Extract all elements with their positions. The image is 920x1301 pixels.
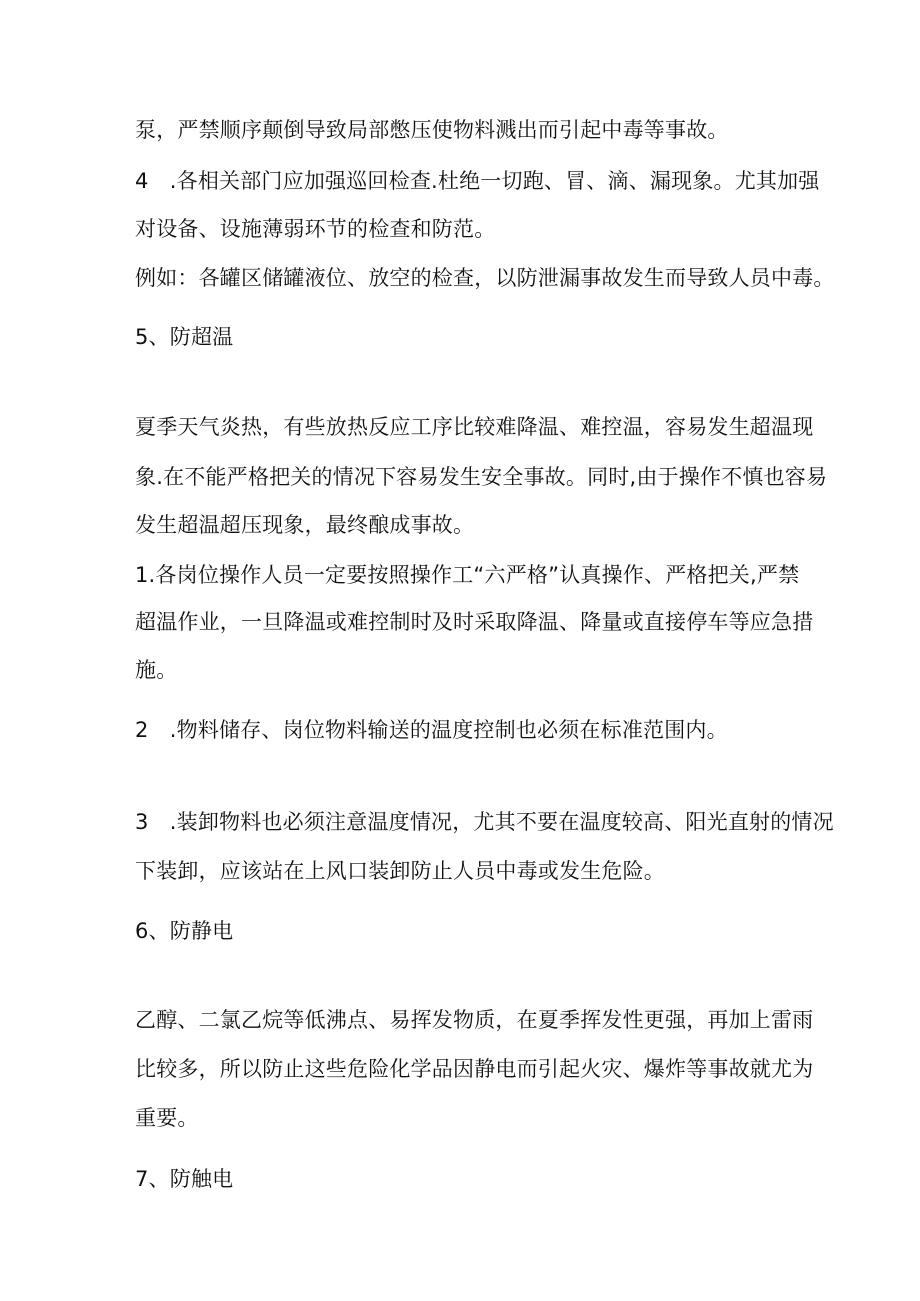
paragraph-line: 夏季天气炎热，有些放热反应工序比较难降温、难控温，容易发生超温现 — [135, 415, 814, 439]
paragraph-line: 超温作业，一旦降温或难控制时及时采取降温、降量或直接停车等应急措 — [135, 610, 814, 634]
paragraph-line: 乙醇、二氯乙烷等低沸点、易挥发物质，在夏季挥发性更强，再加上雷雨 — [135, 1008, 814, 1032]
section-heading: 5、防超温 — [135, 325, 234, 349]
paragraph-line: 例如：各罐区储罐液位、放空的检查，以防泄漏事故发生而导致人员中毒。 — [135, 266, 835, 290]
paragraph-line: 发生超温超压现象，最终酿成事故。 — [135, 513, 475, 537]
section-heading: 6、防静电 — [135, 919, 234, 943]
paragraph-line: 比较多，所以防止这些危险化学品因静电而引起火灾、爆炸等事故就尤为 — [135, 1057, 814, 1081]
paragraph-line: 下装卸，应该站在上风口装卸防止人员中毒或发生危险。 — [135, 859, 665, 883]
paragraph-line: 对设备、设施薄弱环节的检查和防范。 — [135, 217, 496, 241]
paragraph-line: 施。 — [135, 658, 178, 682]
paragraph-line: 2 .物料储存、岗位物料输送的温度控制也必须在标准范围内。 — [135, 718, 728, 742]
paragraph-line: 重要。 — [135, 1106, 199, 1130]
paragraph-line: 3 .装卸物料也必须注意温度情况，尤其不要在温度较高、阳光直射的情况 — [135, 810, 834, 834]
paragraph-line: 泵，严禁顺序颠倒导致局部憋压使物料溅出而引起中毒等事故。 — [135, 118, 729, 142]
paragraph-line: 1.各岗位操作人员一定要按照操作工“六严格”认真操作、严格把关,严禁 — [135, 563, 800, 587]
paragraph-line: 4 .各相关部门应加强巡回检查.杜绝一切跑、冒、滴、漏现象。尤其加强 — [135, 169, 820, 193]
paragraph-line: 象.在不能严格把关的情况下容易发生安全事故。同时,由于操作不慎也容易 — [135, 465, 828, 489]
section-heading: 7、防触电 — [135, 1167, 234, 1191]
